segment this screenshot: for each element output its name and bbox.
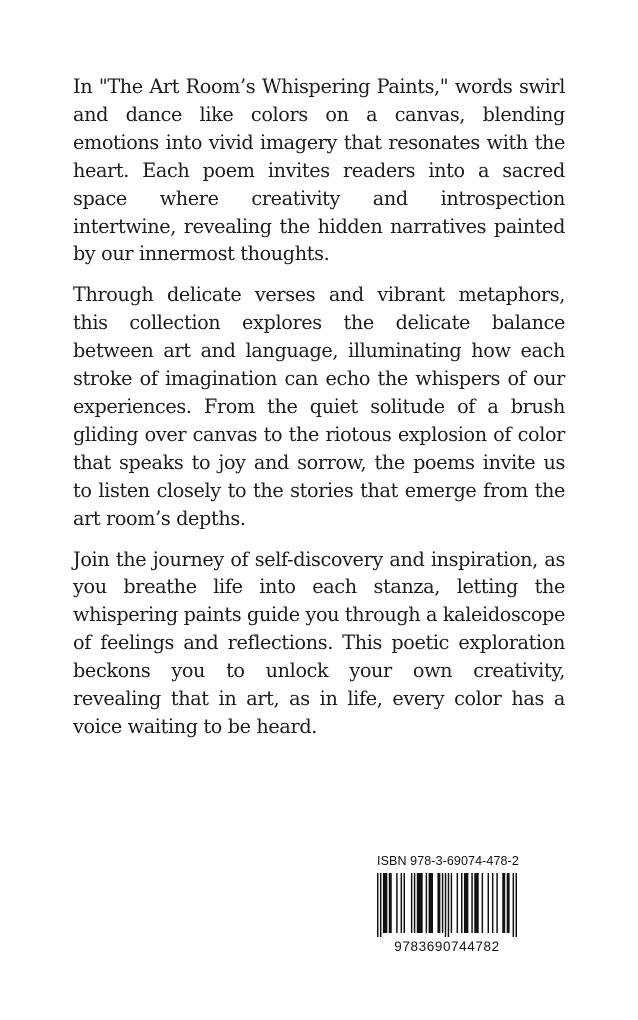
barcode-bar [516,873,517,937]
barcode [377,873,517,937]
barcode-bar [442,873,443,933]
isbn-digits: 9783690744782 [394,939,500,954]
barcode-bar [507,873,510,933]
barcode-bar [457,873,458,933]
barcode-bar [502,873,505,933]
barcode-bar [396,873,397,933]
barcode-bar [389,873,392,933]
barcode-bar [464,873,468,933]
isbn-label: ISBN 978-3-69074-478-2 [377,854,519,868]
isbn-barcode-block [377,853,517,955]
barcode-bar [429,873,433,933]
barcode-bar [383,873,387,933]
barcode-bar [448,873,449,937]
book-blurb [73,73,565,754]
barcode-bar [411,873,412,933]
barcode-bar [451,873,452,933]
barcode-bar [488,873,489,933]
barcode-bar [482,873,483,933]
barcode-bar [496,873,497,933]
barcode-bar [461,873,462,933]
barcode-bar [401,873,402,933]
barcode-bar [404,873,405,933]
barcode-bar [471,873,472,933]
barcode-bar [414,873,415,933]
barcode-bar [445,873,446,937]
blurb-paragraph-2: Through delicate verses and vibrant metaphors, this collection explores the delicate balance between art and language, illuminating how each stroke of imagination can echo the whispers of our experiences. From the quiet solitude of a brush gliding over canvas to the riotous explosion of color that speaks to joy and sorrow, the poems invite us to listen closely to the stories that emerge from the art room’s depths. [73,283,565,530]
blurb-paragraph-1: In "The Art Room’s Whispering Paints," words swirl and dance like colors on a canvas, blending emotions into vivid imagery that resonates with the heart. Each poem invites readers into a sacred space where creativity and introspection intertwine, revealing the hidden narratives painted by our innermost thoughts. [73,75,565,266]
barcode-bar [474,873,478,933]
blurb-paragraph-3: Join the journey of self-discovery and inspiration, as you breathe life into each stanza, letting the whispering paints guide you through a kaleidoscope of feelings and reflections. This poetic exploration beckons you to unlock your own creativity, revealing that in art, as in life, every color has a voice waiting to be heard. [73,547,565,738]
barcode-bar [426,873,427,933]
barcode-bar [380,873,381,937]
barcode-bar [377,873,378,937]
barcode-bar [437,873,440,933]
barcode-bar [513,873,514,937]
barcode-bar [417,873,423,933]
barcode-bar [492,873,493,933]
